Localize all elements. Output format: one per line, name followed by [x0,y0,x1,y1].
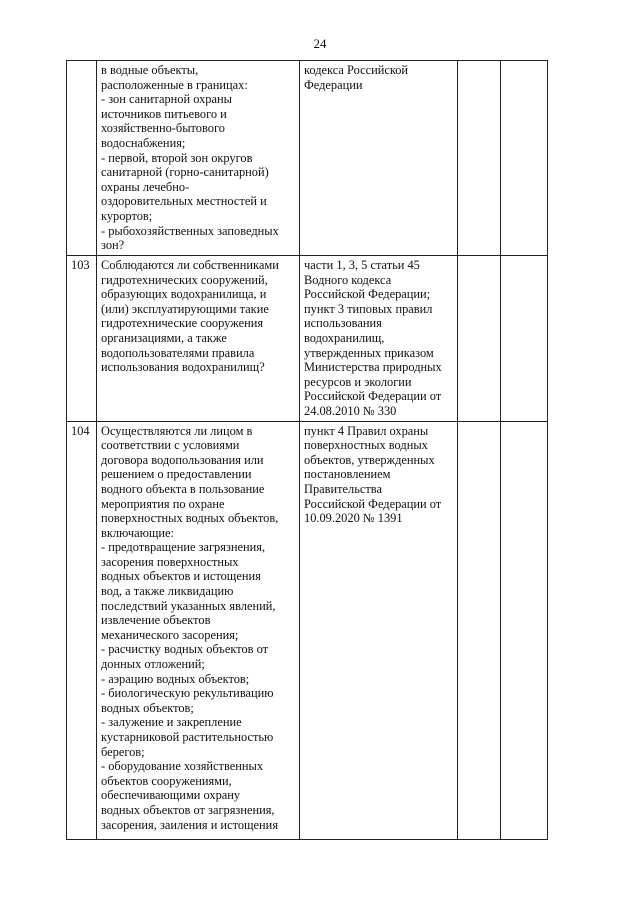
note-cell [501,61,548,256]
requirements-table [66,60,548,840]
answer-cell [458,61,501,256]
note-cell [501,256,548,422]
row-number-cell [67,256,97,422]
row-number: 104 [71,423,90,438]
table-row [67,61,548,256]
answer-cell [458,256,501,422]
table-row [67,256,548,422]
question-text: Соблюдаются ли собственниками гидротехнических сооружений, образующих водохранилища, и (или) эксплуатирующими такие гидротехнические сооружения организациями, а также водопользователями правила использования водохранилищ? [101,258,279,375]
question-text: в водные объекты, расположенные в границах: - зон санитарной охраны источников питьевого и хозяйственно-бытового водоснабжения; - первой, второй зон округов санитарной (горно-санитарной) охраны лечебно- оздоровительных местностей и курортов; - рыбохозяйственных заповедных зон? [101,63,279,253]
question-cell [97,421,300,839]
reference-cell [300,61,458,256]
question-cell [97,61,300,256]
question-text: Осуществляются ли лицом в соответствии с условиями договора водопользования или решением о предоставлении водного объекта в пользование мероприятия по охране поверхностных водных объектов, включающие: - предотвращение загрязнения, засорения поверхностных водных объектов и истощения вод, а также ликвидацию последствий указанных явлений, извлечение объектов механического засорения; - расчистку водных объектов от донных отложений; - аэрацию водных объектов; - биологическую рекультивацию водных объектов; - залужение и закрепление кустарниковой растительностью берегов; - оборудование хозяйственных объектов сооружениями, обеспечивающими охрану водных объектов от загрязнения, засорения, заиления и истощения [101,423,279,832]
row-number-cell [67,421,97,839]
note-cell [501,421,548,839]
legal-reference-text: кодекса Российской Федерации [304,63,409,92]
question-cell [97,256,300,422]
legal-reference-text: части 1, 3, 5 статьи 45 Водного кодекса Российской Федерации; пункт 3 типовых правил использования водохранилищ, утвержденных приказом Министерства природных ресурсов и экологии Российской Федерации от 24.08.2010 № 330 [304,258,442,418]
legal-reference-text: пункт 4 Правил охраны поверхностных водных объектов, утвержденных постановлением Правительства Российской Федерации от 10.09.2020 № 1391 [304,423,442,526]
row-number: 103 [71,258,90,272]
page-number: 24 [313,36,327,51]
table-row [67,421,548,839]
reference-cell [300,256,458,422]
row-number-cell [67,61,97,256]
reference-cell [300,421,458,839]
answer-cell [458,421,501,839]
